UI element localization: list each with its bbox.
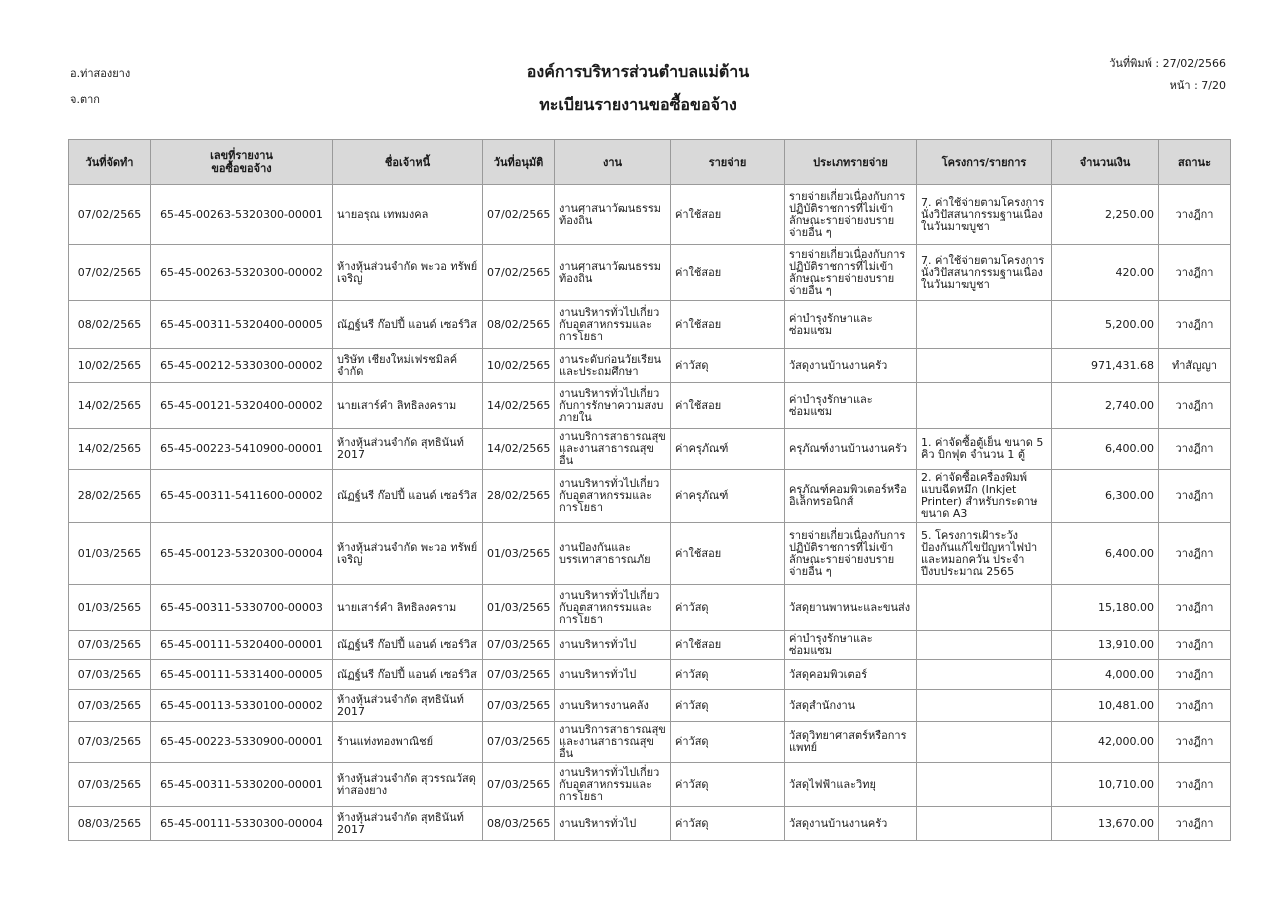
cell-work: งานศาสนาวัฒนธรรมท้องถิ่น — [555, 245, 671, 301]
table-row — [69, 470, 1231, 523]
cell-doc-no: 65-45-00311-5411600-00002 — [151, 470, 333, 523]
cell-status: วางฎีกา — [1159, 660, 1231, 690]
table-row — [69, 383, 1231, 429]
cell-expense-type: วัสดุงานบ้านงานครัว — [785, 349, 917, 383]
col-creditor-header: ชื่อเจ้าหนี้ — [333, 140, 483, 185]
cell-approve-date: 07/02/2565 — [483, 185, 555, 245]
cell-doc-no: 65-45-00111-5331400-00005 — [151, 660, 333, 690]
cell-work: งานบริหารทั่วไป — [555, 631, 671, 660]
cell-expense: ค่าวัสดุ — [671, 349, 785, 383]
cell-amount: 420.00 — [1052, 245, 1159, 301]
col-approve-date-header: วันที่อนุมัติ — [483, 140, 555, 185]
cell-expense: ค่าวัสดุ — [671, 585, 785, 631]
cell-amount: 13,910.00 — [1052, 631, 1159, 660]
table-row — [69, 763, 1231, 807]
cell-expense: ค่าวัสดุ — [671, 763, 785, 807]
cell-approve-date: 14/02/2565 — [483, 429, 555, 470]
cell-creditor: ณัฏฐ์นรี ก๊อปปี้ แอนด์ เซอร์วิส — [333, 301, 483, 349]
cell-expense: ค่าใช้สอย — [671, 631, 785, 660]
cell-expense-type: วัสดุไฟฟ้าและวิทยุ — [785, 763, 917, 807]
cell-project: 5. โครงการเฝ้าระวังป้องกันแก้ไขปัญหาไฟป่าและหมอกควัน ประจำปีงบประมาณ 2565 — [917, 523, 1052, 585]
cell-expense: ค่าวัสดุ — [671, 722, 785, 763]
cell-date: 07/03/2565 — [69, 722, 151, 763]
cell-amount: 6,400.00 — [1052, 429, 1159, 470]
cell-doc-no: 65-45-00263-5320300-00002 — [151, 245, 333, 301]
cell-status: วางฎีกา — [1159, 763, 1231, 807]
cell-expense: ค่าครุภัณฑ์ — [671, 470, 785, 523]
cell-doc-no: 65-45-00311-5330700-00003 — [151, 585, 333, 631]
cell-expense-type: ค่าบำรุงรักษาและซ่อมแซม — [785, 631, 917, 660]
cell-date: 08/02/2565 — [69, 301, 151, 349]
cell-work: งานระดับก่อนวัยเรียนและประถมศึกษา — [555, 349, 671, 383]
cell-expense-type: ค่าบำรุงรักษาและซ่อมแซม — [785, 301, 917, 349]
table-row — [69, 690, 1231, 722]
cell-amount: 6,300.00 — [1052, 470, 1159, 523]
cell-status: วางฎีกา — [1159, 470, 1231, 523]
cell-date: 07/03/2565 — [69, 631, 151, 660]
cell-date: 14/02/2565 — [69, 429, 151, 470]
province-label: จ.ตาก — [70, 93, 100, 106]
cell-project — [917, 660, 1052, 690]
cell-doc-no: 65-45-00223-5410900-00001 — [151, 429, 333, 470]
cell-status: วางฎีกา — [1159, 807, 1231, 841]
cell-status: วางฎีกา — [1159, 631, 1231, 660]
table-row — [69, 185, 1231, 245]
cell-expense: ค่าวัสดุ — [671, 690, 785, 722]
cell-doc-no: 65-45-00263-5320300-00001 — [151, 185, 333, 245]
cell-creditor: นายเสาร์คำ ลิทธิลงคราม — [333, 383, 483, 429]
cell-amount: 5,200.00 — [1052, 301, 1159, 349]
cell-doc-no: 65-45-00111-5330300-00004 — [151, 807, 333, 841]
cell-creditor: ห้างหุ้นส่วนจำกัด พะวอ ทรัพย์เจริญ — [333, 523, 483, 585]
cell-date: 07/03/2565 — [69, 763, 151, 807]
cell-doc-no: 65-45-00113-5330100-00002 — [151, 690, 333, 722]
cell-creditor: ห้างหุ้นส่วนจำกัด สุทธินันท์ 2017 — [333, 429, 483, 470]
cell-date: 28/02/2565 — [69, 470, 151, 523]
cell-creditor: ร้านแท่งทองพาณิชย์ — [333, 722, 483, 763]
table-row — [69, 245, 1231, 301]
col-project-header: โครงการ/รายการ — [917, 140, 1052, 185]
cell-date: 07/03/2565 — [69, 690, 151, 722]
cell-expense: ค่าใช้สอย — [671, 185, 785, 245]
col-date-header: วันที่จัดทำ — [69, 140, 151, 185]
cell-status: วางฎีกา — [1159, 185, 1231, 245]
page-number: หน้า : 7/20 — [1169, 79, 1226, 92]
cell-doc-no: 65-45-00123-5320300-00004 — [151, 523, 333, 585]
table-row — [69, 349, 1231, 383]
cell-amount: 42,000.00 — [1052, 722, 1159, 763]
cell-expense-type: วัสดุยานพาหนะและขนส่ง — [785, 585, 917, 631]
cell-amount: 10,481.00 — [1052, 690, 1159, 722]
cell-work: งานบริหารทั่วไปเกี่ยวกับอุตสาหกรรมและการโยธา — [555, 470, 671, 523]
cell-date: 01/03/2565 — [69, 585, 151, 631]
cell-expense-type: รายจ่ายเกี่ยวเนื่องกับการปฏิบัติราชการที่ไม่เข้าลักษณะรายจ่ายงบรายจ่ายอื่น ๆ — [785, 523, 917, 585]
cell-project — [917, 383, 1052, 429]
cell-creditor: ณัฏฐ์นรี ก๊อปปี้ แอนด์ เซอร์วิส — [333, 660, 483, 690]
cell-expense-type: ค่าบำรุงรักษาและซ่อมแซม — [785, 383, 917, 429]
cell-approve-date: 14/02/2565 — [483, 383, 555, 429]
cell-status: วางฎีกา — [1159, 383, 1231, 429]
cell-amount: 10,710.00 — [1052, 763, 1159, 807]
cell-expense-type: รายจ่ายเกี่ยวเนื่องกับการปฏิบัติราชการที่ไม่เข้าลักษณะรายจ่ายงบรายจ่ายอื่น ๆ — [785, 185, 917, 245]
cell-project: 7. ค่าใช้จ่ายตามโครงการนั่งวิปัสสนากรรมฐานเนื่องในวันมาฆบูชา — [917, 185, 1052, 245]
col-doc-no-header: เลขที่รายงาน ขอซื้อขอจ้าง — [151, 140, 333, 185]
table-body — [69, 185, 1231, 841]
cell-project: 7. ค่าใช้จ่ายตามโครงการนั่งวิปัสสนากรรมฐานเนื่องในวันมาฆบูชา — [917, 245, 1052, 301]
cell-work: งานบริหารทั่วไปเกี่ยวกับอุตสาหกรรมและการโยธา — [555, 301, 671, 349]
cell-project: 1. ค่าจัดซื้อตู้เย็น ขนาด 5 คิว บิกฟุต จำนวน 1 ตู้ — [917, 429, 1052, 470]
cell-work: งานป้องกันและบรรเทาสาธารณภัย — [555, 523, 671, 585]
cell-approve-date: 07/03/2565 — [483, 763, 555, 807]
cell-status: วางฎีกา — [1159, 429, 1231, 470]
cell-expense: ค่าวัสดุ — [671, 807, 785, 841]
cell-expense: ค่าใช้สอย — [671, 383, 785, 429]
col-expense-type-header: ประเภทรายจ่าย — [785, 140, 917, 185]
cell-project — [917, 349, 1052, 383]
cell-status: วางฎีกา — [1159, 690, 1231, 722]
col-work-header: งาน — [555, 140, 671, 185]
purchase-report-table — [68, 139, 1231, 841]
cell-approve-date: 08/03/2565 — [483, 807, 555, 841]
cell-creditor: ณัฏฐ์นรี ก๊อปปี้ แอนด์ เซอร์วิส — [333, 470, 483, 523]
cell-amount: 13,670.00 — [1052, 807, 1159, 841]
cell-doc-no: 65-45-00311-5320400-00005 — [151, 301, 333, 349]
cell-amount: 971,431.68 — [1052, 349, 1159, 383]
table-row — [69, 429, 1231, 470]
cell-approve-date: 10/02/2565 — [483, 349, 555, 383]
cell-expense-type: วัสดุสำนักงาน — [785, 690, 917, 722]
table-header-row — [69, 140, 1231, 185]
org-name: องค์การบริหารส่วนตำบลแม่ต้าน — [526, 62, 750, 81]
cell-project — [917, 301, 1052, 349]
table-row — [69, 807, 1231, 841]
table-row — [69, 585, 1231, 631]
cell-expense: ค่าใช้สอย — [671, 301, 785, 349]
table-row — [69, 722, 1231, 763]
cell-expense: ค่าวัสดุ — [671, 660, 785, 690]
cell-work: งานบริหารทั่วไปเกี่ยวกับอุตสาหกรรมและการโยธา — [555, 585, 671, 631]
cell-work: งานบริการสาธารณสุขและงานสาธารณสุขอื่น — [555, 722, 671, 763]
cell-project — [917, 722, 1052, 763]
cell-approve-date: 07/03/2565 — [483, 722, 555, 763]
table-row — [69, 301, 1231, 349]
cell-expense: ค่าใช้สอย — [671, 245, 785, 301]
cell-work: งานบริหารทั่วไปเกี่ยวกับการรักษาความสงบภายใน — [555, 383, 671, 429]
cell-creditor: ห้างหุ้นส่วนจำกัด สุวรรณวัสดุ ท่าสองยาง — [333, 763, 483, 807]
cell-work: งานศาสนาวัฒนธรรมท้องถิ่น — [555, 185, 671, 245]
cell-approve-date: 01/03/2565 — [483, 585, 555, 631]
cell-creditor: ห้างหุ้นส่วนจำกัด พะวอ ทรัพย์เจริญ — [333, 245, 483, 301]
cell-status: วางฎีกา — [1159, 523, 1231, 585]
cell-approve-date: 07/02/2565 — [483, 245, 555, 301]
cell-expense: ค่าใช้สอย — [671, 523, 785, 585]
cell-date: 14/02/2565 — [69, 383, 151, 429]
cell-date: 07/02/2565 — [69, 245, 151, 301]
cell-date: 07/02/2565 — [69, 185, 151, 245]
cell-creditor: ห้างหุ้นส่วนจำกัด สุทธินันท์ 2017 — [333, 807, 483, 841]
table-row — [69, 660, 1231, 690]
cell-work: งานบริหารทั่วไปเกี่ยวกับอุตสาหกรรมและการโยธา — [555, 763, 671, 807]
cell-doc-no: 65-45-00121-5320400-00002 — [151, 383, 333, 429]
cell-amount: 6,400.00 — [1052, 523, 1159, 585]
cell-creditor: ห้างหุ้นส่วนจำกัด สุทธินันท์ 2017 — [333, 690, 483, 722]
cell-approve-date: 28/02/2565 — [483, 470, 555, 523]
cell-approve-date: 07/03/2565 — [483, 690, 555, 722]
cell-creditor: นายเสาร์คำ ลิทธิลงคราม — [333, 585, 483, 631]
cell-expense-type: วัสดุงานบ้านงานครัว — [785, 807, 917, 841]
print-date: วันที่พิมพ์ : 27/02/2566 — [1109, 57, 1226, 70]
cell-project — [917, 763, 1052, 807]
cell-creditor: ณัฏฐ์นรี ก๊อปปี้ แอนด์ เซอร์วิส — [333, 631, 483, 660]
cell-status: ทำสัญญา — [1159, 349, 1231, 383]
cell-expense: ค่าครุภัณฑ์ — [671, 429, 785, 470]
cell-status: วางฎีกา — [1159, 585, 1231, 631]
table-row — [69, 523, 1231, 585]
cell-project — [917, 690, 1052, 722]
cell-work: งานบริหารทั่วไป — [555, 660, 671, 690]
cell-expense-type: ครุภัณฑ์คอมพิวเตอร์หรืออิเล็กทรอนิกส์ — [785, 470, 917, 523]
cell-approve-date: 07/03/2565 — [483, 631, 555, 660]
cell-amount: 2,250.00 — [1052, 185, 1159, 245]
cell-date: 08/03/2565 — [69, 807, 151, 841]
cell-doc-no: 65-45-00311-5330200-00001 — [151, 763, 333, 807]
cell-status: วางฎีกา — [1159, 301, 1231, 349]
col-status-header: สถานะ — [1159, 140, 1231, 185]
cell-date: 10/02/2565 — [69, 349, 151, 383]
cell-project: 2. ค่าจัดซื้อเครื่องพิมพ์แบบฉีดหมึก (Inkjet Printer) สำหรับกระดาษขนาด A3 — [917, 470, 1052, 523]
cell-amount: 4,000.00 — [1052, 660, 1159, 690]
report-title: ทะเบียนรายงานขอซื้อขอจ้าง — [539, 95, 737, 114]
cell-creditor: บริษัท เชียงใหม่เฟรชมิลค์ จำกัด — [333, 349, 483, 383]
cell-work: งานบริหารทั่วไป — [555, 807, 671, 841]
cell-doc-no: 65-45-00212-5330300-00002 — [151, 349, 333, 383]
table-row — [69, 631, 1231, 660]
cell-creditor: นายอรุณ เทพมงคล — [333, 185, 483, 245]
cell-date: 01/03/2565 — [69, 523, 151, 585]
cell-date: 07/03/2565 — [69, 660, 151, 690]
cell-approve-date: 08/02/2565 — [483, 301, 555, 349]
district-label: อ.ท่าสองยาง — [70, 67, 131, 80]
cell-status: วางฎีกา — [1159, 245, 1231, 301]
cell-project — [917, 631, 1052, 660]
cell-work: งานบริหารงานคลัง — [555, 690, 671, 722]
cell-doc-no: 65-45-00223-5330900-00001 — [151, 722, 333, 763]
cell-work: งานบริการสาธารณสุขและงานสาธารณสุขอื่น — [555, 429, 671, 470]
cell-amount: 15,180.00 — [1052, 585, 1159, 631]
cell-expense-type: วัสดุวิทยาศาสตร์หรือการแพทย์ — [785, 722, 917, 763]
cell-approve-date: 01/03/2565 — [483, 523, 555, 585]
cell-status: วางฎีกา — [1159, 722, 1231, 763]
cell-approve-date: 07/03/2565 — [483, 660, 555, 690]
col-amount-header: จำนวนเงิน — [1052, 140, 1159, 185]
cell-project — [917, 807, 1052, 841]
cell-expense-type: วัสดุคอมพิวเตอร์ — [785, 660, 917, 690]
cell-doc-no: 65-45-00111-5320400-00001 — [151, 631, 333, 660]
col-expense-header: รายจ่าย — [671, 140, 785, 185]
cell-amount: 2,740.00 — [1052, 383, 1159, 429]
cell-project — [917, 585, 1052, 631]
cell-expense-type: ครุภัณฑ์งานบ้านงานครัว — [785, 429, 917, 470]
cell-expense-type: รายจ่ายเกี่ยวเนื่องกับการปฏิบัติราชการที่ไม่เข้าลักษณะรายจ่ายงบรายจ่ายอื่น ๆ — [785, 245, 917, 301]
